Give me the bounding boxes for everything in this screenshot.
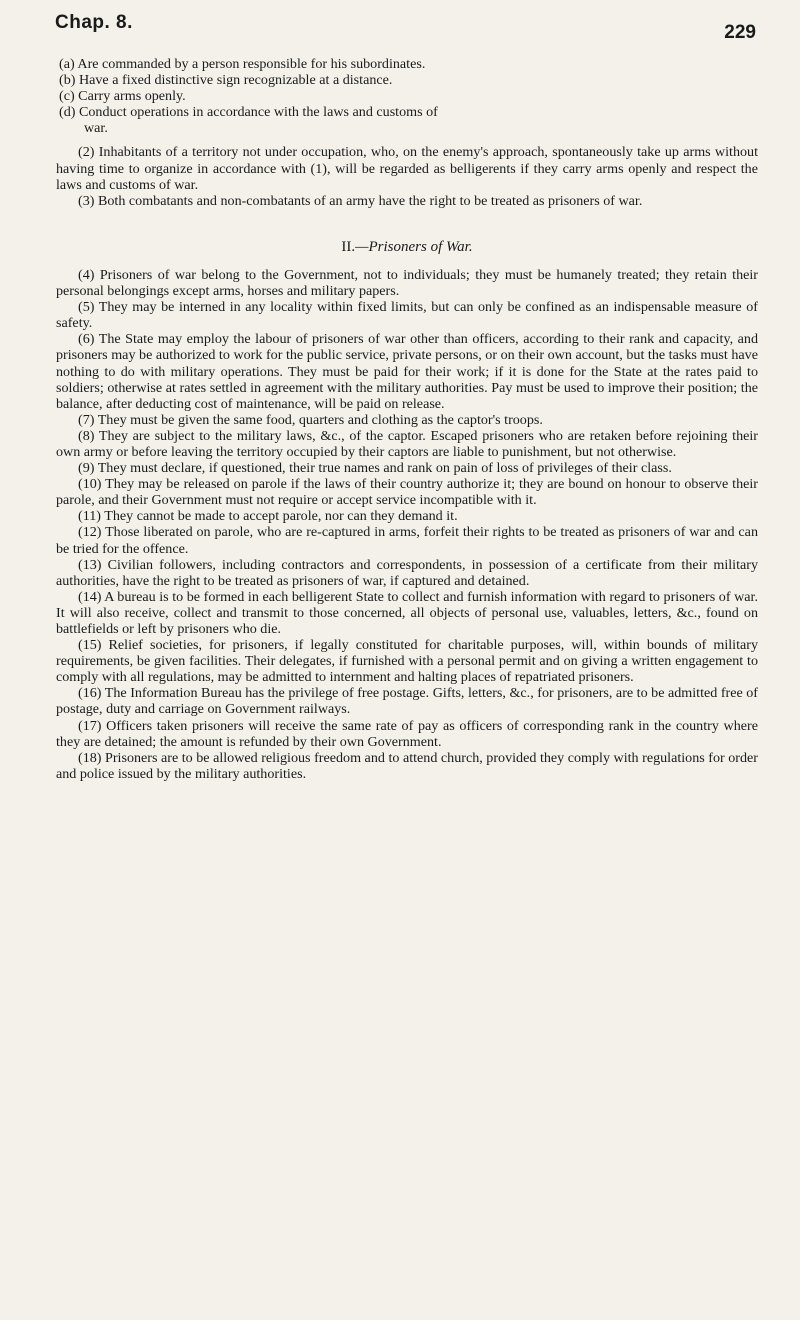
conditions-list [56,56,758,136]
paragraph-16: (16) The Information Bureau has the privilege of free postage. Gifts, letters, &c., for prisoners, are to be admitted free of postage, duty and carriage on Government railways. [56,685,758,718]
paragraph-6: (6) The State may employ the labour of prisoners of war other than officers, according to their rank and capacity, and prisoners may be authorized to work for the public service, private persons, or on their own account, but the tasks must have nothing to do with military operations. They must be paid for their work; if it is done for the State at the rates paid to soldiers; otherwise at rates settled in agreement with the military authorities. Pay must be used to improve their position; the balance, after deducting cost of maintenance, will be paid on release. [56,331,758,412]
paragraph-7: (7) They must be given the same food, quarters and clothing as the captor's troops. [78,411,543,428]
paragraph-11: (11) They cannot be made to accept parole, nor can they demand it. [78,508,458,525]
paragraph-17: (17) Officers taken prisoners will receive the same rate of pay as officers of corresponding rank in the country where they are detained; the amount is refunded by their own Government. [56,717,758,750]
paragraph-3: (3) Both combatants and non-combatants of an army have the right to be treated as prisoners of war. [78,192,643,209]
paragraph-13: (13) Civilian followers, including contractors and correspondents, in possession of a certificate from their military authorities, have the right to be treated as prisoners of war, if captured and detained. [56,556,758,589]
page-number: 229 [724,22,756,43]
section-title: Prisoners of War. [368,238,473,255]
paragraph-10: (10) They may be released on parole if the laws of their country authorize it; they are bound on honour to observe their parole, and their Government must not require or accept service incompatible with it. [56,476,758,509]
list-item-b: (b) Have a fixed distinctive sign recognizable at a distance. [59,72,393,89]
paragraph-4: (4) Prisoners of war belong to the Government, not to individuals; they must be humanely treated; they retain their personal belongings except arms, horses and military papers. [56,266,758,300]
paragraph-12: (12) Those liberated on parole, who are re-captured in arms, forfeit their rights to be treated as prisoners of war and can be tried for the offence. [56,524,758,557]
section-heading: II.—Prisoners of War. [341,238,473,255]
paragraph-18: (18) Prisoners are to be allowed religious freedom and to attend church, provided they comply with regulations for order and police issued by the military authorities. [56,749,758,782]
paragraph-15: (15) Relief societies, for prisoners, if legally constituted for charitable purposes, will, within bounds of military requirements, be given facilities. Their delegates, if furnished with a personal permit and on giving a written engagement to comply with all regulations, may be admitted to internment and halting places of repatriated prisoners. [56,637,758,686]
section-number: II. [341,238,356,255]
list-item-c: (c) Carry arms openly. [59,88,186,105]
paragraph-2: (2) Inhabitants of a territory not under occupation, who, on the enemy's approach, spontaneously take up arms without having time to organize in accordance with (1), will be regarded as belligerents if they carry arms openly and respect the laws and customs of war. [56,144,758,193]
paragraph-14: (14) A bureau is to be formed in each belligerent State to collect and furnish information with regard to prisoners of war. It will also receive, collect and transmit to those concerned, all objects of personal use, valuables, letters, &c., found on battlefields or left by prisoners who die. [56,588,758,637]
chapter-label: Chap. 8. [55,12,133,33]
paragraph-5: (5) They may be interned in any locality within fixed limits, but can only be confined as an indispensable measure of safety. [56,299,758,332]
list-item-d: (d) Conduct operations in accordance with the laws and customs of [59,104,438,121]
prisoners-section [56,267,758,782]
list-item-d-continuation: war. [84,120,108,137]
page-body [56,56,758,782]
paragraph-8: (8) They are subject to the military laws, &c., of the captor. Escaped prisoners who are retaken before rejoining their own army or before leaving the territory occupied by their captors are liable to punishment, but not otherwise. [56,427,758,460]
list-item-a: (a) Are commanded by a person responsible for his subordinates. [59,56,426,72]
paragraph-9: (9) They must declare, if questioned, their true names and rank on pain of loss of privileges of their class. [78,460,672,477]
